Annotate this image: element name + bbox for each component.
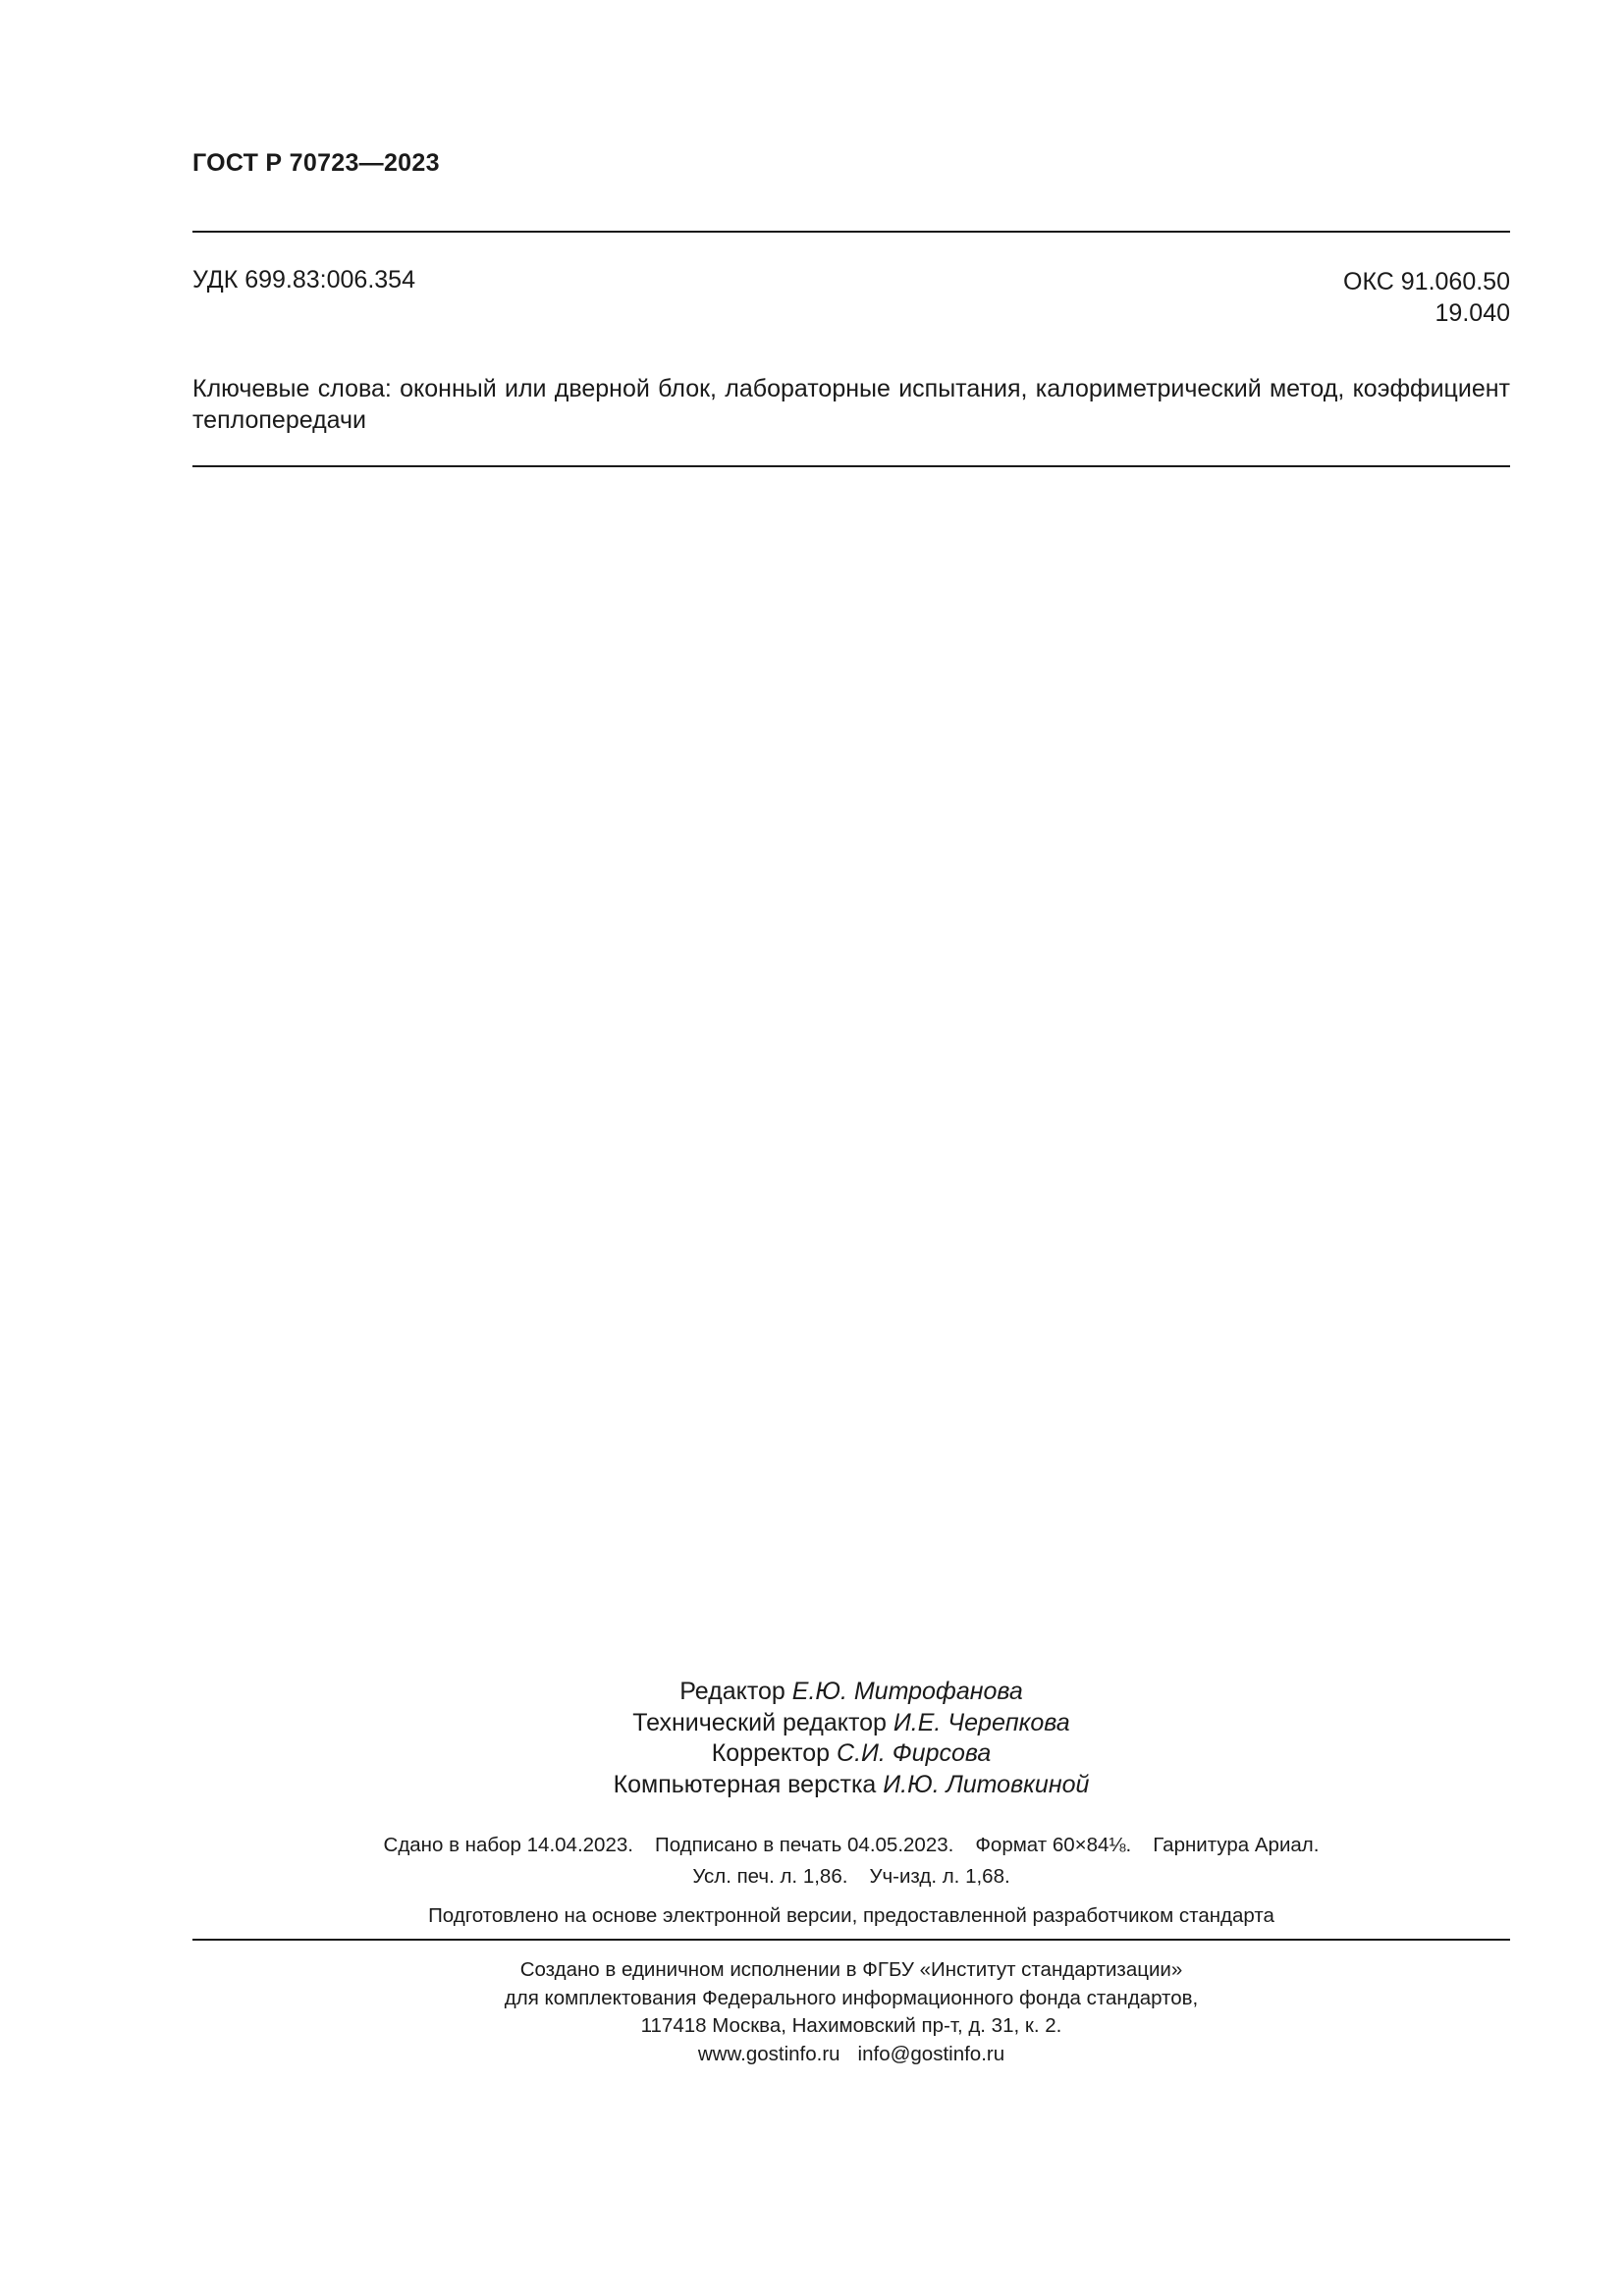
- credit-role: Компьютерная верстка: [613, 1770, 877, 1798]
- credits-block: [192, 1677, 1510, 1800]
- credit-name: И.Ю. Литовкиной: [883, 1770, 1090, 1798]
- typeface: Гарнитура Ариал.: [1153, 1834, 1320, 1856]
- print-sheets: Усл. печ. л. 1,86.: [692, 1865, 848, 1888]
- footer-divider: [192, 1939, 1510, 1941]
- keywords-divider: [192, 465, 1510, 467]
- document-code: ГОСТ Р 70723—2023: [192, 149, 440, 177]
- print-info-line-1: [192, 1830, 1510, 1861]
- credit-editor: [192, 1677, 1510, 1708]
- credit-role: Редактор: [679, 1678, 785, 1705]
- signed-date: Подписано в печать 04.05.2023.: [654, 1834, 954, 1856]
- email-link[interactable]: info@gostinfo.ru: [857, 2042, 1005, 2065]
- footer-address: 117418 Москва, Нахимовский пр-т, д. 31, к. 2.: [640, 2014, 1062, 2037]
- credit-proofreader: [192, 1738, 1510, 1770]
- paper-format: Формат 60×84⅛.: [975, 1834, 1132, 1856]
- top-divider: [192, 231, 1510, 233]
- submitted-date: Сдано в набор 14.04.2023.: [383, 1834, 633, 1856]
- footer-line-2: для комплектования Федерального информационного фонда стандартов,: [504, 1986, 1199, 2009]
- credit-name: С.И. Фирсова: [837, 1739, 992, 1767]
- keywords-paragraph: Ключевые слова: оконный или дверной блок, лабораторные испытания, калориметрический метод, коэффициент теплопередачи: [192, 375, 1510, 434]
- credit-tech-editor: [192, 1708, 1510, 1739]
- print-info-line-2: [192, 1861, 1510, 1893]
- footer-contacts: [192, 2041, 1510, 2069]
- footer-line-1: Создано в единичном исполнении в ФГБУ «Институт стандартизации»: [519, 1958, 1183, 1981]
- publisher-sheets: Уч-изд. л. 1,68.: [869, 1865, 1010, 1888]
- footer-block: [192, 1956, 1510, 2068]
- website-link[interactable]: www.gostinfo.ru: [697, 2042, 840, 2065]
- credit-name: Е.Ю. Митрофанова: [791, 1678, 1023, 1705]
- udk-code: УДК 699.83:006.354: [192, 266, 415, 294]
- credit-layout: [192, 1770, 1510, 1801]
- print-info-block: [192, 1830, 1510, 1893]
- oks-code: [1343, 266, 1510, 329]
- credit-role: Технический редактор: [632, 1708, 887, 1736]
- prepared-note: Подготовлено на основе электронной версии, предоставленной разработчиком стандарта: [428, 1904, 1274, 1927]
- credit-role: Корректор: [711, 1739, 831, 1767]
- oks-line-1: ОКС 91.060.50: [1343, 268, 1510, 295]
- credit-name: И.Е. Черепкова: [893, 1708, 1070, 1736]
- oks-line-2: 19.040: [1435, 299, 1510, 327]
